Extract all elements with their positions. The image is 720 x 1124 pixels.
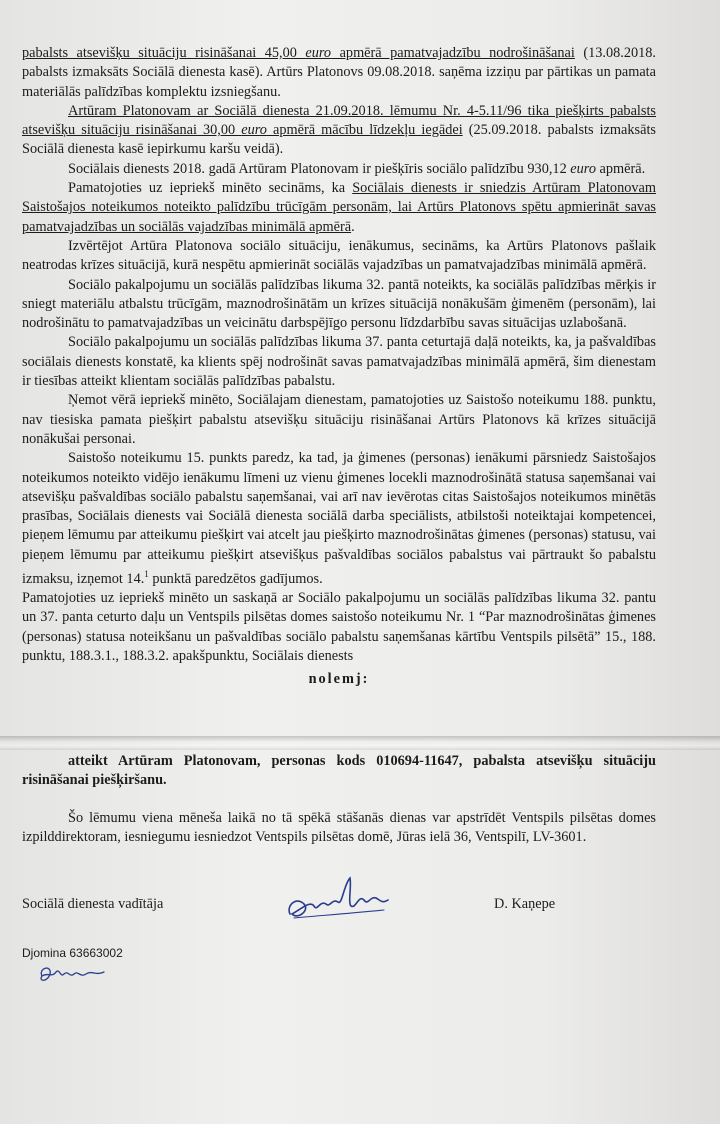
- text-run: Sociālais dienests 2018. gadā Artūram Platonovam ir piešķīris sociālo palīdzību 930,12: [68, 160, 571, 177]
- paragraph: [22, 44, 656, 102]
- document-body-upper: [22, 44, 656, 690]
- paper-fold: [0, 736, 720, 750]
- contact-line: Djomina 63663002: [22, 946, 123, 960]
- text-run: euro: [570, 160, 596, 177]
- paragraph: [22, 449, 656, 589]
- text-run: Ņemot vērā iepriekš minēto, Sociālajam dienestam, pamatojoties uz Saistošo noteikumu 188. punktu, nav tiesiska pamata piešķirt pabalstu atsevišķu situāciju risināšanai Artūrs Platonovs kā krīzes situācijā nonākušai personai.: [22, 392, 656, 447]
- text-run: Sociālo pakalpojumu un sociālās palīdzības likuma 32. pantā noteikts, ka sociālās palīdzības mērķis ir sniegt materiālu atbalstu trūcīgām, maznodrošinātām un krīzes situācijā nonākušām ģimenēm (personām), lai nodrošinātu to pamatvajadzības un veicinātu darbspējīgo personu līdzdarbību savas situācijas uzlabošanā.: [22, 276, 656, 332]
- paragraph: [22, 391, 656, 449]
- text-run: euro: [305, 45, 332, 61]
- appeal-text: Šo lēmumu viena mēneša laikā no tā spēkā stāšanās dienas var apstrīdēt Ventspils pilsētas domes izpilddirektoram, iesniegumu iesniedzot Ventspils pilsētas domē, Jūras ielā 36, Ventspilī, LV-3601.: [22, 809, 656, 845]
- text-run: punktā paredzētos gadījumos.: [148, 570, 323, 587]
- text-run: apmērā pamatvajadzību nodrošināšanai: [331, 45, 575, 61]
- paragraph: [22, 333, 656, 391]
- handwritten-signature: [284, 870, 394, 930]
- paragraph: [22, 179, 656, 237]
- paragraph: [22, 589, 656, 666]
- paragraph: [22, 160, 656, 179]
- paragraph: [22, 237, 656, 276]
- document-body-lower: [22, 752, 656, 847]
- text-run: pabalsts atsevišķu situāciju risināšanai 45,00: [22, 45, 306, 61]
- text-run: Pamatojoties uz iepriekš minēto secināms, ka: [68, 180, 353, 197]
- paragraph: [22, 102, 656, 160]
- text-run: .: [351, 218, 355, 235]
- signatory-title: Sociālā dienesta vadītāja: [22, 896, 164, 912]
- text-run: apmērā.: [595, 160, 646, 177]
- text-run: Artūram Platonovam ar Sociālā dienesta 21.09.2018. lēmumu Nr. 4-5.11/96 tika piešķirts pabalsts atsevišķu situāciju risināšanai 30,00: [22, 102, 656, 139]
- text-run: euro: [241, 122, 267, 139]
- text-run: (13.08.2018. pabalsts izmaksāts Sociālā dienesta kasē). Artūrs Platonovs 09.08.2018. saņēma izziņu par pārtikas un pamata materiālās palīdzības komplektu izsniegšanu.: [22, 45, 657, 100]
- text-run: Saistošo noteikumu 15. punkts paredz, ka tad, ja ģimenes (personas) ienākumi pārsniedz Saistošajos noteikumos noteikto vidējo ienākumu līmeni uz vienu ģimenes locekli maznodrošinātā statusa saņemšanai vai atsevišķu pašvaldības sociālo pabalstu saņemšanai, vai arī nav ievērotas citas Saistošajos noteikumos minētās prasības, Sociālais dienests vai Sociālā dienesta sociālā darba speciālists, atbilstoši noteiktajai kompetencei, pieņem lēmumu par atteikumu piešķirt vai atcelt jau piešķirto maznodrošinātas ģimenes (personas) statusu, vai pieņem lēmumu par atteikumu piešķirt atsevišķus pašvaldības sociālos pabalstus vai pārtraukt šo pabalstu izmaksu, izņemot 14.: [22, 450, 656, 587]
- decision-heading: nolemj:: [308, 671, 370, 688]
- text-run: apmērā mācību līdzekļu iegādei: [266, 122, 463, 139]
- paragraph: [22, 276, 656, 334]
- text-run: Sociālo pakalpojumu un sociālās palīdzības likuma 37. panta ceturtajā daļā noteikts, ka, ja pašvaldības sociālais dienests konstatē, ka klients spēj nodrošināt savas pamatvajadzības minimālā apmērā, šim dienestam ir tiesības atteikt klientam sociālās palīdzības pabalstu.: [22, 334, 656, 390]
- handwritten-initials: [34, 960, 114, 988]
- text-run: (25.09.2018. pabalsts izmaksāts Sociālā dienesta kasē iepirkumu karšu veidā).: [22, 122, 656, 158]
- decision-text: atteikt Artūram Platonovam, personas kods 010694-11647, pabalsta atsevišķu situāciju risināšanai piešķiršanu.: [22, 753, 656, 789]
- signatory-name: D. Kaņepe: [494, 896, 556, 912]
- text-run: 1: [144, 569, 149, 580]
- text-run: Izvērtējot Artūra Platonova sociālo situāciju, ienākumus, secināms, ka Artūrs Platonovs pašlaik neatrodas krīzes situācijā, kurā nespētu apmierināt sociālās vajadzības un pamatvajadzības minimālā apmērā.: [22, 237, 656, 274]
- text-run: Pamatojoties uz iepriekš minēto un saskaņā ar Sociālo pakalpojumu un sociālās palīdzības likuma 32. pantu un 37. panta ceturto daļu un Ventspils pilsētas domes saistošo noteikumu Nr. 1 “Par maznodrošinātas ģimenes (personas) statusa noteikšanu un pašvaldības sociālo pabalstu saņemšanas kārtību Ventspils pilsētā” 15., 188. punktu, 188.3.1., 188.3.2. apakšpunktu, Sociālais dienests: [22, 590, 656, 664]
- text-run: Sociālais dienests ir sniedzis Artūram Platonovam Saistošajos noteikumos noteikto palīdzību trūcīgām personām, lai Artūrs Platonovs spētu apmierināt savas pamatvajadzības un sociālās vajadzības minimālā apmērā: [22, 180, 656, 235]
